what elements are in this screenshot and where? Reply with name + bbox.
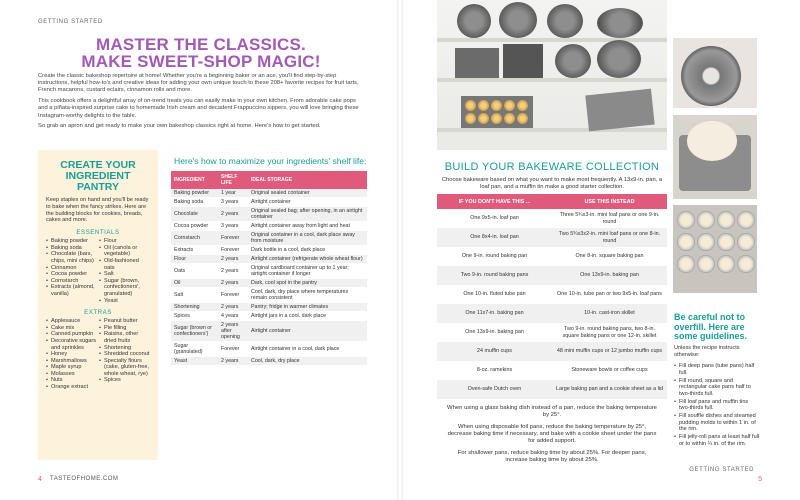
table-cell: Spices (171, 312, 218, 321)
essential-item: • Cornstarch (46, 278, 97, 285)
table-cell: 2 years after opening (218, 321, 248, 342)
intro-paragraph: This cookbook offers a delightful array of on-trend treats you can easily make in your own kitchen. From adorable cake pops and a piñata-inspired surprise cake to homemade Irish cream and decadent Frappuccino sippers, you will love bringing these Instagram-worthy delights to the table. (38, 98, 359, 119)
essential-item: • Baking powder (46, 238, 97, 245)
table-cell: One 8-in. square baking pan (552, 247, 667, 266)
table-cell: Yeast (171, 357, 218, 366)
table-cell: One 8x4-in. loaf pan (437, 228, 552, 247)
table-cell: Dark, cool spot in the pantry (248, 279, 367, 288)
table-cell: Airtight container (248, 321, 367, 342)
muffin-tin-photo (673, 205, 757, 293)
extras-col-1 (46, 318, 97, 391)
table-row (437, 380, 667, 399)
table-cell: Original sealed bag; after opening, in an airtight container (248, 207, 367, 222)
extras-col-2 (99, 318, 150, 391)
table-cell: Two 9-in. round baking pans, two 8-in. square baking pans or one 12-in. skillet (552, 323, 667, 342)
table-cell: 2 years (218, 264, 248, 279)
extras-list (46, 318, 150, 391)
table-cell: 4 years (218, 312, 248, 321)
table-row (171, 222, 367, 231)
table-row (171, 279, 367, 288)
table-cell: 24 muffin cups (437, 342, 552, 361)
table-cell: Baking soda (171, 198, 218, 207)
shelf-column-header: INGREDIENT (171, 171, 218, 189)
essentials-heading: ESSENTIALS (76, 229, 120, 237)
shelf-column-header: IDEAL STORAGE (248, 171, 367, 189)
overfill-item: • Fill jelly-roll pans at least half full or to within ¼ in. of the rim. (674, 434, 760, 447)
table-cell: Original cardboard container up to 1 year; airtight container if longer (248, 264, 367, 279)
table-cell: One 9x5-in. loaf pan (437, 209, 552, 228)
extra-item: • Molasses (46, 371, 97, 378)
table-row (437, 304, 667, 323)
essential-item: • Extracts (almond, vanilla) (46, 284, 97, 297)
extra-item: • Spices (99, 377, 150, 384)
bakeware-header-row (437, 194, 667, 209)
extra-item: • Honey (46, 351, 97, 358)
table-row (171, 255, 367, 264)
extra-item: • Shortening (99, 345, 150, 352)
table-row (437, 323, 667, 342)
table-cell: Salt (171, 288, 218, 303)
extra-item: • Nuts (46, 377, 97, 384)
table-cell: 3 years (218, 198, 248, 207)
intro-text (38, 73, 364, 134)
overfill-item: • Fill deep pans (tube pans) half full. (674, 363, 760, 376)
table-row (437, 228, 667, 247)
batter-photo (673, 38, 757, 108)
table-row (171, 303, 367, 312)
page-title (38, 36, 364, 70)
table-cell: One 13x9-in. baking pan (437, 323, 552, 342)
table-cell: Oil (171, 279, 218, 288)
shelf-life-header-row (171, 171, 367, 189)
overfill-item: • Fill round, square and rectangular cake pans half to two-thirds full. (674, 378, 760, 398)
page-number: 4 (38, 476, 42, 483)
table-cell: Shortening (171, 303, 218, 312)
left-page (0, 0, 397, 500)
table-cell: Extracts (171, 246, 218, 255)
pantry-title-line-2: INGREDIENT PANTRY (65, 170, 131, 193)
table-cell: Cool, dark, dry place (248, 357, 367, 366)
table-cell: Cornstarch (171, 231, 218, 246)
table-row (171, 312, 367, 321)
table-row (171, 198, 367, 207)
table-row (437, 285, 667, 304)
table-cell: 48 mini muffin cups or 12 jumbo muffin cups (552, 342, 667, 361)
table-cell: Airtight container away from light and heat (248, 222, 367, 231)
table-row (171, 357, 367, 366)
shelf-column-header: SHELF LIFE (218, 171, 248, 189)
table-cell: One 9-in. round baking pan (437, 247, 552, 266)
bakeware-notes (447, 405, 657, 469)
extra-item: • Peanut butter (99, 318, 150, 325)
table-cell: Airtight jars in a cool, dark place (248, 312, 367, 321)
table-cell: Oats (171, 264, 218, 279)
table-cell: Cool, dark, dry place where temperatures remain consistent (248, 288, 367, 303)
essential-item: • Sugar (brown, confectioners', granulated) (99, 278, 150, 298)
essentials-list (46, 238, 150, 304)
extra-item: • Shredded coconut (99, 351, 150, 358)
table-cell: Two 9-in. round baking pans (437, 266, 552, 285)
extra-item: • Raisins, other dried fruits (99, 331, 150, 344)
table-row (437, 342, 667, 361)
extras-heading: EXTRAS (84, 309, 112, 317)
pantry-title (46, 160, 150, 193)
bakeware-title: BUILD YOUR BAKEWARE COLLECTION (444, 161, 660, 173)
overfill-title: Be careful not to overfill. Here are some guidelines. (674, 312, 748, 342)
essential-item: • Yeast (99, 298, 150, 305)
essential-item: • Cinnamon (46, 265, 97, 272)
table-row (171, 207, 367, 222)
overfill-item: • Fill loaf pans and muffin tins two-thirds full. (674, 399, 760, 412)
shelf-life-body (171, 189, 367, 366)
table-cell: 1 year (218, 189, 248, 198)
table-row (171, 246, 367, 255)
table-row (437, 266, 667, 285)
table-cell: 10-in. cast-iron skillet (552, 304, 667, 323)
cake-pan-photo (673, 115, 757, 199)
table-cell: Airtight container (248, 198, 367, 207)
pantry-title-line-1: CREATE YOUR (60, 159, 136, 171)
extra-item: • Marshmallows (46, 358, 97, 365)
essential-item: • Chocolate (bars, chips, mini chips) (46, 251, 97, 264)
right-page (403, 0, 800, 500)
table-cell: Airtight container in a cool, dark place (248, 342, 367, 357)
shelf-life-title: Here's how to maximize your ingredients' shelf life: (174, 156, 367, 166)
table-cell: Cocoa powder (171, 222, 218, 231)
extra-item: • Pie filling (99, 325, 150, 332)
bakeware-note: When using disposable foil pans, reduce the baking temperature by 25°, decrease baking time if necessary, and bake with a cookie sheet under the pans for added support. (447, 424, 657, 444)
table-cell: Large baking pan and a cookie sheet as a lid (552, 380, 667, 399)
bakeware-note: When using a glass baking dish instead of a pan, reduce the baking temperature by 25°. (447, 405, 657, 418)
bakeware-intro: Choose bakeware based on what you want to make most frequently. A 13x9-in. pan, a loaf pan, and a muffin tin make a good starter collection. (441, 177, 663, 190)
title-line-2: MAKE SWEET-SHOP MAGIC! (81, 52, 321, 71)
table-cell: Pantry; fridge in warmer climates (248, 303, 367, 312)
overfill-list (674, 363, 760, 447)
table-cell: One 10-in. tube pan or two 9x5-in. loaf pans (552, 285, 667, 304)
bakeware-body (437, 209, 667, 399)
bakeware-column-header: IF YOU DON'T HAVE THIS ... (437, 194, 552, 209)
essentials-col-1 (46, 238, 97, 304)
page-number: 5 (758, 476, 762, 483)
table-row (171, 189, 367, 198)
extra-item: • Canned pumpkin (46, 331, 97, 338)
essential-item: • Oil (canola or vegetable) (99, 245, 150, 258)
intro-paragraph: So grab an apron and get ready to make your own bakeshop classics right at home. Here's how to get started. (38, 123, 321, 130)
table-cell: Forever (218, 231, 248, 246)
table-cell: Baking powder (171, 189, 218, 198)
title-line-1: MASTER THE CLASSICS. (96, 35, 306, 54)
table-cell: Forever (218, 246, 248, 255)
table-cell: 8-oz. ramekins (437, 361, 552, 380)
bakeware-column-header: USE THIS INSTEAD (552, 194, 667, 209)
intro-paragraph: Create the classic bakeshop repertoire at home! Whether you're a beginning baker or an ace, you'll find step-by-step instructions, helpful how-to's and creative ideas for adding your own unique touch to these 208+ favorite recipes for fruit tarts, French macarons, custard eclairs, cinnamon rolls and more. (38, 73, 359, 94)
extra-item: • Orange extract (46, 384, 97, 391)
table-row (171, 264, 367, 279)
table-cell: 3 years (218, 222, 248, 231)
table-row (171, 321, 367, 342)
essential-item: • Salt (99, 271, 150, 278)
table-cell: 2 years (218, 255, 248, 264)
essential-item: • Baking soda (46, 245, 97, 252)
table-cell: Stoneware bowls or coffee cups (552, 361, 667, 380)
extra-item: • Decorative sugars and sprinkles (46, 338, 97, 351)
table-cell: Two 5¾x3x2-in. mini loaf pans or one 8-in. round (552, 228, 667, 247)
overfill-sidebar (674, 313, 760, 449)
table-cell: Sugar (granulated) (171, 342, 218, 357)
essentials-col-2 (99, 238, 150, 304)
extra-item: • Cake mix (46, 325, 97, 332)
bakeware-table (437, 194, 667, 399)
table-cell: One 10-in. fluted tube pan (437, 285, 552, 304)
bakeware-note: For shallower pans, reduce baking time by about 25%. For deeper pans, increase baking time by about 25%. (457, 450, 647, 463)
essential-item: • Old-fashioned oats (99, 258, 150, 271)
table-row (437, 361, 667, 380)
table-cell: Forever (218, 342, 248, 357)
table-cell: 2 years (218, 303, 248, 312)
extra-item: • Maple syrup (46, 364, 97, 371)
table-cell: One 11x7-in. baking pan (437, 304, 552, 323)
table-cell: 2 years (218, 207, 248, 222)
overfill-item: • Fill souffle dishes and steamed pudding molds to within 1 in. of the rim. (674, 413, 760, 433)
table-row (437, 247, 667, 266)
table-cell: Chocolate (171, 207, 218, 222)
table-cell: Dark bottle in a cool, dark place (248, 246, 367, 255)
footer-site: TASTEOFHOME.COM (50, 476, 119, 482)
running-head: GETTING STARTED (38, 19, 103, 25)
table-cell: 2 years (218, 357, 248, 366)
table-row (171, 288, 367, 303)
extra-item: • Applesauce (46, 318, 97, 325)
table-cell: Oven-safe Dutch oven (437, 380, 552, 399)
pantry-box (38, 150, 158, 460)
table-row (171, 231, 367, 246)
table-cell: Flour (171, 255, 218, 264)
pantry-text: Keep staples on hand and you'll be ready to bake when the fancy strikes. Here are the building blocks for cookies, breads, cakes and more. (46, 197, 149, 224)
table-cell: Three 5¾x3-in. mini loaf pans or one 9-in. round (552, 209, 667, 228)
table-cell: Original sealed container (248, 189, 367, 198)
running-head: GETTING STARTED (689, 467, 754, 473)
table-cell: Airtight container (refrigerate whole wheat flour) (248, 255, 367, 264)
essential-item: • Flour (99, 238, 150, 245)
table-row (437, 209, 667, 228)
table-cell: Forever (218, 288, 248, 303)
table-cell: 2 years (218, 279, 248, 288)
extra-item: • Specialty flours (cake, gluten-free, whole wheat, rye) (99, 358, 150, 378)
bakeware-photo (437, 0, 667, 150)
overfill-subtitle: Unless the recipe instructs otherwise: (674, 344, 740, 358)
shelf-life-table (171, 171, 367, 366)
table-row (171, 342, 367, 357)
table-cell: Original container in a cool, dark place away from moisture (248, 231, 367, 246)
table-cell: Sugar (brown or confectioners') (171, 321, 218, 342)
table-cell: One 13x9-in. baking pan (552, 266, 667, 285)
essential-item: • Cocoa powder (46, 271, 97, 278)
